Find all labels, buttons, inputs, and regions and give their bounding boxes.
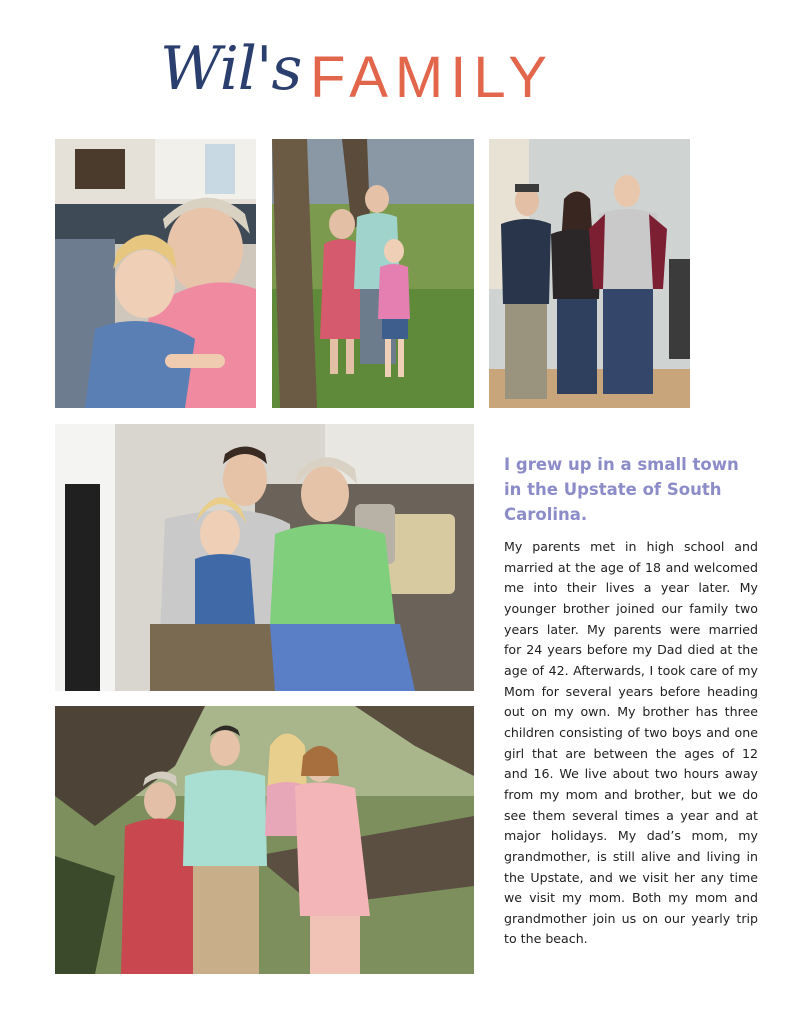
- photo-three-adults-living-room: [489, 139, 690, 408]
- photo-family-under-oak-tree: [55, 706, 474, 974]
- title-script-text: Wil's: [160, 34, 302, 104]
- page-title: [150, 30, 630, 120]
- article-body: My parents met in high school and married at the age of 18 and welcomed me into their lives a year later. My younger brother joined our family two years later. My parents were married for 24 years before my Dad died at the age of 42. Afterwards, I took care of my Mom for several years before heading out on my own. My brother has three children consisting of two boys and one girl that are between the ages of 12 and 16. We live about two hours away from my mom and brother, but we do see them several times a year and at major holidays. My dad’s mom, my grandmother, is still alive and living in the Upstate, and we visit her any time we visit my mom. Both my mom and grandmother join us on our yearly trip to the beach.: [504, 539, 758, 947]
- photo-family-on-couch: [55, 424, 474, 691]
- article-heading: I grew up in a small town in the Upstate of South Carolina.: [504, 455, 739, 524]
- photo-grandma-and-girl: [55, 139, 256, 408]
- title-caps-text: FAMILY: [310, 45, 554, 110]
- article: [504, 452, 758, 950]
- photo-family-by-palm-tree: [272, 139, 474, 408]
